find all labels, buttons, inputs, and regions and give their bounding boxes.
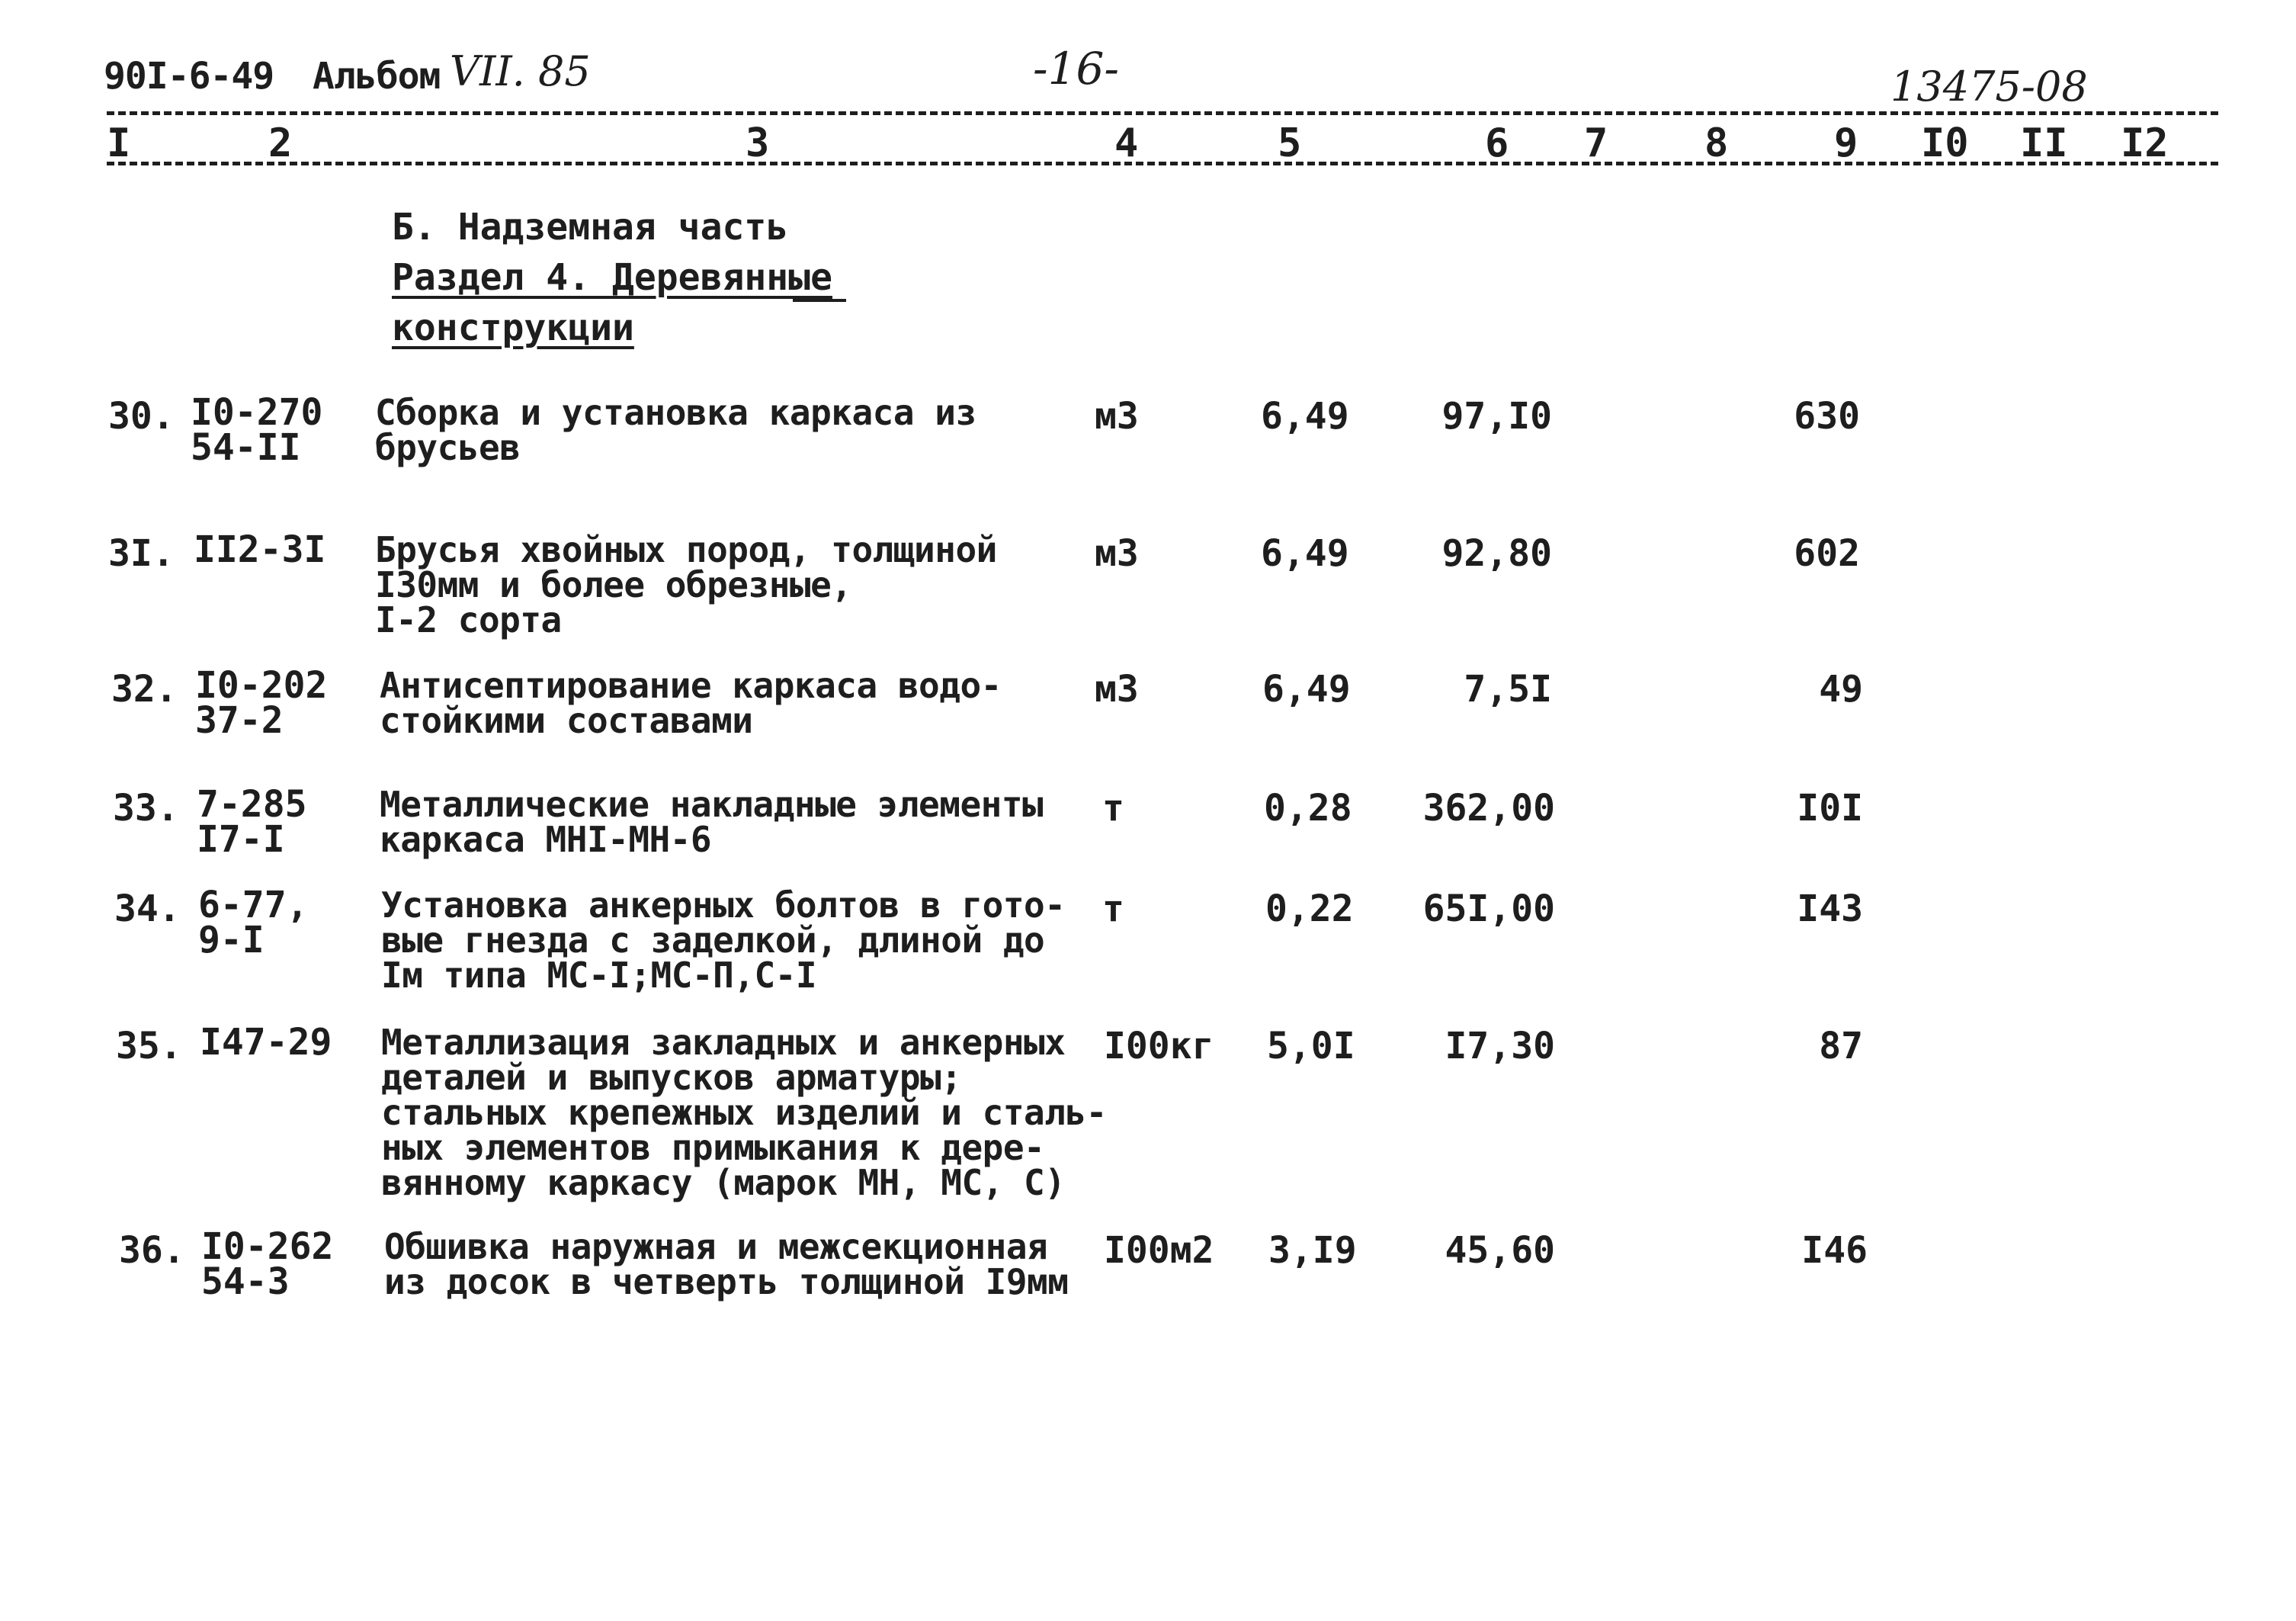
album-label: Альбом: [313, 55, 441, 98]
column-number-7: 7: [1584, 120, 1608, 166]
description-line: стойкими составами: [380, 700, 753, 741]
section-title-line2: конструкции: [392, 307, 634, 349]
row-total: I43: [1797, 888, 1863, 930]
description-line: деталей и выпусков арматуры;: [381, 1057, 962, 1098]
row-quantity: 0,22: [1265, 888, 1354, 930]
row-description: [375, 392, 976, 468]
code-line: II2-3I: [194, 528, 326, 571]
row-code: [191, 391, 323, 469]
row-code: [200, 1021, 332, 1064]
row-total: 49: [1819, 668, 1863, 711]
row-number: 30.: [108, 395, 175, 438]
row-description: [384, 1226, 1069, 1302]
description-line: вые гнезда с заделкой, длиной до: [381, 920, 1045, 961]
row-quantity: 3,I9: [1268, 1229, 1357, 1272]
row-number: 36.: [119, 1229, 185, 1272]
row-code: [197, 783, 307, 861]
description-line: стальных крепежных изделий и сталь-: [381, 1092, 1107, 1133]
row-code: [194, 528, 326, 571]
description-line: Антисептирование каркаса водо-: [380, 665, 1002, 706]
row-quantity: 0,28: [1264, 787, 1352, 830]
column-number-11: II: [2020, 120, 2068, 166]
row-quantity: 5,0I: [1267, 1025, 1355, 1067]
code-line: 54-II: [191, 426, 301, 469]
row-description: [380, 784, 1044, 860]
code-line: 54-3: [201, 1260, 290, 1303]
column-number-10: I0: [1921, 120, 1969, 166]
row-total: I0I: [1797, 787, 1863, 830]
row-price: 362,00: [1422, 787, 1555, 830]
code-line: I47-29: [200, 1021, 332, 1064]
row-price: 92,80: [1441, 532, 1552, 575]
description-line: Металлические накладные элементы: [380, 784, 1044, 825]
row-number: 35.: [116, 1025, 182, 1067]
row-unit: I00кг: [1104, 1025, 1214, 1067]
part-title: Б. Надземная часть: [392, 206, 789, 249]
column-number-5: 5: [1278, 120, 1302, 166]
row-number: 3I.: [108, 532, 175, 575]
description-line: Iм типа МС-I;МС-П,С-I: [381, 955, 817, 996]
code-line: I0-202: [195, 664, 328, 707]
row-code: [195, 664, 328, 742]
description-line: Брусья хвойных пород, толщиной: [375, 529, 997, 570]
description-line: каркаса МНI-МН-6: [380, 819, 712, 860]
description-line: Сборка и установка каркаса из: [375, 392, 976, 433]
code-line: 7-285: [197, 783, 307, 826]
row-number: 34.: [114, 888, 181, 930]
row-code: [201, 1225, 334, 1303]
row-unit: т: [1102, 888, 1124, 930]
header-rule-top: [107, 111, 2218, 115]
row-quantity: 6,49: [1261, 532, 1349, 575]
column-number-9: 9: [1834, 120, 1858, 166]
code-line: 6-77,: [198, 884, 309, 926]
row-total: 630: [1794, 395, 1860, 438]
row-description: [380, 665, 1002, 741]
row-price: I7,30: [1445, 1025, 1555, 1067]
row-number: 33.: [113, 787, 179, 830]
description-line: ных элементов примыкания к дере-: [381, 1127, 1045, 1168]
code-line: I7-I: [197, 818, 285, 861]
description-line: I30мм и более обрезные,: [375, 564, 852, 605]
code-line: I0-270: [191, 391, 323, 434]
row-quantity: 6,49: [1261, 395, 1349, 438]
column-number-4: 4: [1114, 120, 1139, 166]
column-number-6: 6: [1485, 120, 1509, 166]
row-total: 602: [1794, 532, 1860, 575]
document-code: 90I-6-49: [104, 55, 274, 98]
row-unit: м3: [1095, 532, 1139, 575]
row-price: 45,60: [1445, 1229, 1555, 1272]
row-unit: т: [1102, 787, 1124, 830]
description-line: вянному каркасу (марок МН, МС, С): [381, 1162, 1066, 1203]
row-total: I46: [1801, 1229, 1868, 1272]
row-description: [381, 884, 1066, 996]
row-price: 7,5I: [1464, 668, 1552, 711]
row-number: 32.: [111, 668, 178, 711]
code-line: 37-2: [195, 699, 284, 742]
column-number-2: 2: [268, 120, 293, 166]
row-code: [198, 884, 309, 961]
row-price: 65I,00: [1422, 888, 1555, 930]
page-number: -16-: [1033, 43, 1119, 95]
column-number-12: I2: [2121, 120, 2169, 166]
code-line: I0-262: [201, 1225, 334, 1268]
description-line: Обшивка наружная и межсекционная: [384, 1226, 1048, 1267]
description-line: Установка анкерных болтов в гото-: [381, 884, 1066, 926]
column-number-1: I: [107, 120, 131, 166]
column-number-3: 3: [746, 120, 770, 166]
description-line: Металлизация закладных и анкерных: [381, 1022, 1066, 1063]
row-unit: м3: [1095, 668, 1139, 711]
description-line: I-2 сорта: [375, 599, 562, 640]
row-price: 97,I0: [1441, 395, 1552, 438]
row-quantity: 6,49: [1262, 668, 1351, 711]
row-description: [375, 529, 997, 640]
row-unit: м3: [1095, 395, 1139, 438]
column-number-8: 8: [1704, 120, 1729, 166]
row-unit: I00м2: [1104, 1229, 1214, 1272]
section-title-line1: Раздел 4. Деревянные: [392, 256, 832, 299]
row-total: 87: [1819, 1025, 1863, 1067]
section-title-underline-extension: [793, 299, 846, 302]
code-line: 9-I: [198, 919, 265, 961]
description-line: брусьев: [375, 427, 521, 468]
row-description: [381, 1022, 1107, 1203]
inventory-number: 13475-08: [1890, 63, 2088, 111]
description-line: из досок в четверть толщиной I9мм: [384, 1261, 1069, 1302]
header-rule-bottom: [107, 162, 2218, 165]
album-number: VII. 85: [450, 47, 591, 95]
